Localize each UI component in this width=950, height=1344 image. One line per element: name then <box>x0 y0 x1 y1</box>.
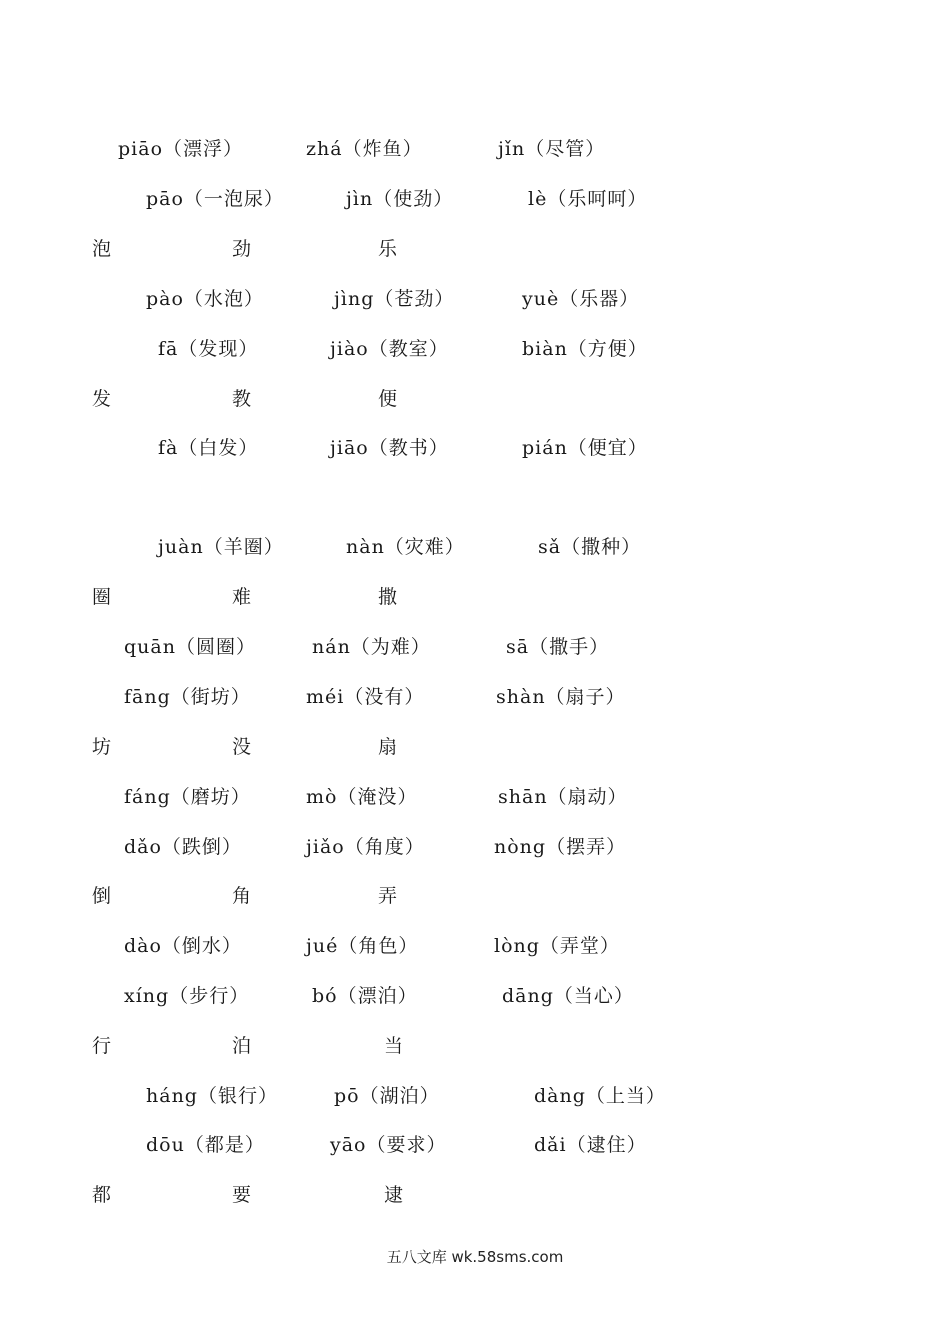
pinyin-entry: dàng（上当） <box>534 1085 666 1107</box>
pinyin-entry: bó（漂泊） <box>312 985 418 1007</box>
pinyin-entry: jiāo（教书） <box>330 437 449 459</box>
polyphonic-character: 当 <box>384 1035 405 1057</box>
pinyin-entry: mò（淹没） <box>306 786 418 808</box>
polyphonic-character: 便 <box>378 388 399 410</box>
pinyin-entry: nán（为难） <box>312 636 431 658</box>
pinyin-entry: quān（圆圈） <box>124 636 256 658</box>
pinyin-entry: yāo（要求） <box>330 1134 447 1156</box>
pinyin-entry: zhá（炸鱼） <box>306 138 423 160</box>
pinyin-entry: piāo（漂浮） <box>118 138 244 160</box>
polyphonic-character: 撒 <box>378 586 399 608</box>
polyphonic-character: 没 <box>232 736 253 758</box>
polyphonic-character: 坊 <box>92 736 113 758</box>
pinyin-entry: yuè（乐器） <box>522 288 640 310</box>
polyphonic-character: 要 <box>232 1184 253 1206</box>
polyphonic-character: 倒 <box>92 885 113 907</box>
footer-watermark-text: 五八文库 wk.58sms.com <box>386 1248 564 1266</box>
polyphonic-character: 弄 <box>378 885 399 907</box>
polyphonic-character: 扇 <box>378 736 399 758</box>
pinyin-entry: jiǎo（角度） <box>306 836 425 858</box>
pinyin-entry: fà（白发） <box>158 437 259 459</box>
pinyin-entry: dōu（都是） <box>146 1134 265 1156</box>
pinyin-entry: jìn（使劲） <box>346 188 454 210</box>
pinyin-entry: jǐn（尽管） <box>498 138 606 160</box>
pinyin-entry: sǎ（撒种） <box>538 536 642 558</box>
pinyin-entry: jué（角色） <box>306 935 419 957</box>
pinyin-entry: pō（湖泊） <box>334 1085 440 1107</box>
polyphonic-character: 乐 <box>378 238 399 260</box>
polyphonic-character: 逮 <box>384 1184 405 1206</box>
pinyin-entry: nàn（灾难） <box>346 536 465 558</box>
pinyin-entry: sā（撒手） <box>506 636 610 658</box>
polyphonic-character: 行 <box>92 1035 113 1057</box>
pinyin-entry: pào（水泡） <box>146 288 264 310</box>
pinyin-entry: fāng（街坊） <box>124 686 251 708</box>
pinyin-entry: jiào（教室） <box>330 338 449 360</box>
polyphonic-character: 难 <box>232 586 253 608</box>
polyphonic-character: 劲 <box>232 238 253 260</box>
pinyin-entry: dǎi（逮住） <box>534 1134 647 1156</box>
polyphonic-character: 都 <box>92 1184 113 1206</box>
pinyin-entry: dǎo（跌倒） <box>124 836 242 858</box>
pinyin-entry: pāo（一泡尿） <box>146 188 284 210</box>
polyphonic-character: 圈 <box>92 586 113 608</box>
polyphonic-character: 教 <box>232 388 253 410</box>
pinyin-entry: biàn（方便） <box>522 338 648 360</box>
pinyin-entry: juàn（羊圈） <box>158 536 284 558</box>
polyphonic-character: 泊 <box>232 1035 253 1057</box>
pinyin-entry: shān（扇动） <box>498 786 628 808</box>
pinyin-entry: lè（乐呵呵） <box>528 188 648 210</box>
polyphonic-character: 发 <box>92 388 113 410</box>
pinyin-entry: shàn（扇子） <box>496 686 626 708</box>
polyphonic-character: 角 <box>232 885 253 907</box>
pinyin-entry: nòng（摆弄） <box>494 836 627 858</box>
pinyin-entry: xíng（步行） <box>124 985 250 1007</box>
pinyin-entry: méi（没有） <box>306 686 425 708</box>
pinyin-entry: fáng（磨坊） <box>124 786 251 808</box>
pinyin-entry: jìng（苍劲） <box>334 288 455 310</box>
pinyin-entry: dào（倒水） <box>124 935 242 957</box>
polyphonic-character: 泡 <box>92 238 113 260</box>
pinyin-entry: fā（发现） <box>158 338 259 360</box>
pinyin-entry: pián（便宜） <box>522 437 648 459</box>
pinyin-entry: dāng（当心） <box>502 985 634 1007</box>
pinyin-entry: lòng（弄堂） <box>494 935 620 957</box>
pinyin-entry: háng（银行） <box>146 1085 278 1107</box>
